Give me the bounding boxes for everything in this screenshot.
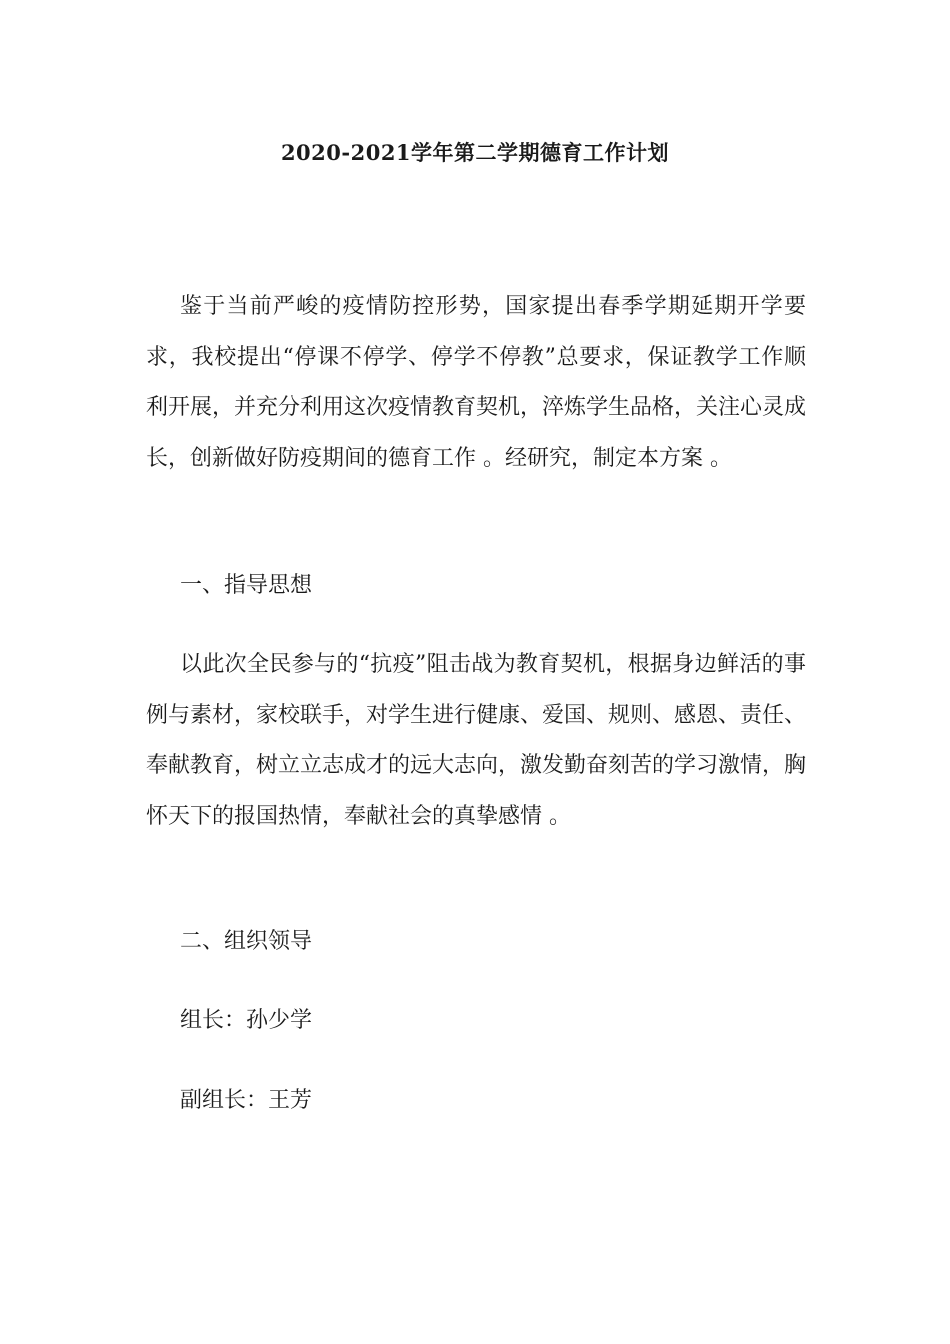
deputy-leader-line: 副组长：王芳	[180, 1088, 313, 1113]
section-heading-organization: 二、组织领导	[180, 929, 313, 954]
document-title: 2020-2021学年第二学期德育工作计划	[280, 140, 670, 165]
guiding-ideology-paragraph: 以此次全民参与的“抗疫”阻击战为教育契机，根据身边鲜活的事例与素材，家校联手，对学生进行健康、爱国、规则、感恩、责任、奉献教育，树立立志成才的远大志向，激发勤奋刻苦的学习激情，胸怀天下的报国热情，奉献社会的真挚感情 。	[146, 652, 807, 829]
intro-paragraph: 鉴于当前严峻的疫情防控形势，国家提出春季学期延期开学要求，我校提出“停课不停学、停学不停教”总要求，保证教学工作顺利开展，并充分利用这次疫情教育契机，淬炼学生品格，关注心灵成长，创新做好防疫期间的德育工作 。经研究，制定本方案 。	[146, 294, 807, 471]
section-heading-guiding-ideology: 一、指导思想	[180, 573, 313, 598]
team-leader-line: 组长：孙少学	[180, 1008, 313, 1033]
